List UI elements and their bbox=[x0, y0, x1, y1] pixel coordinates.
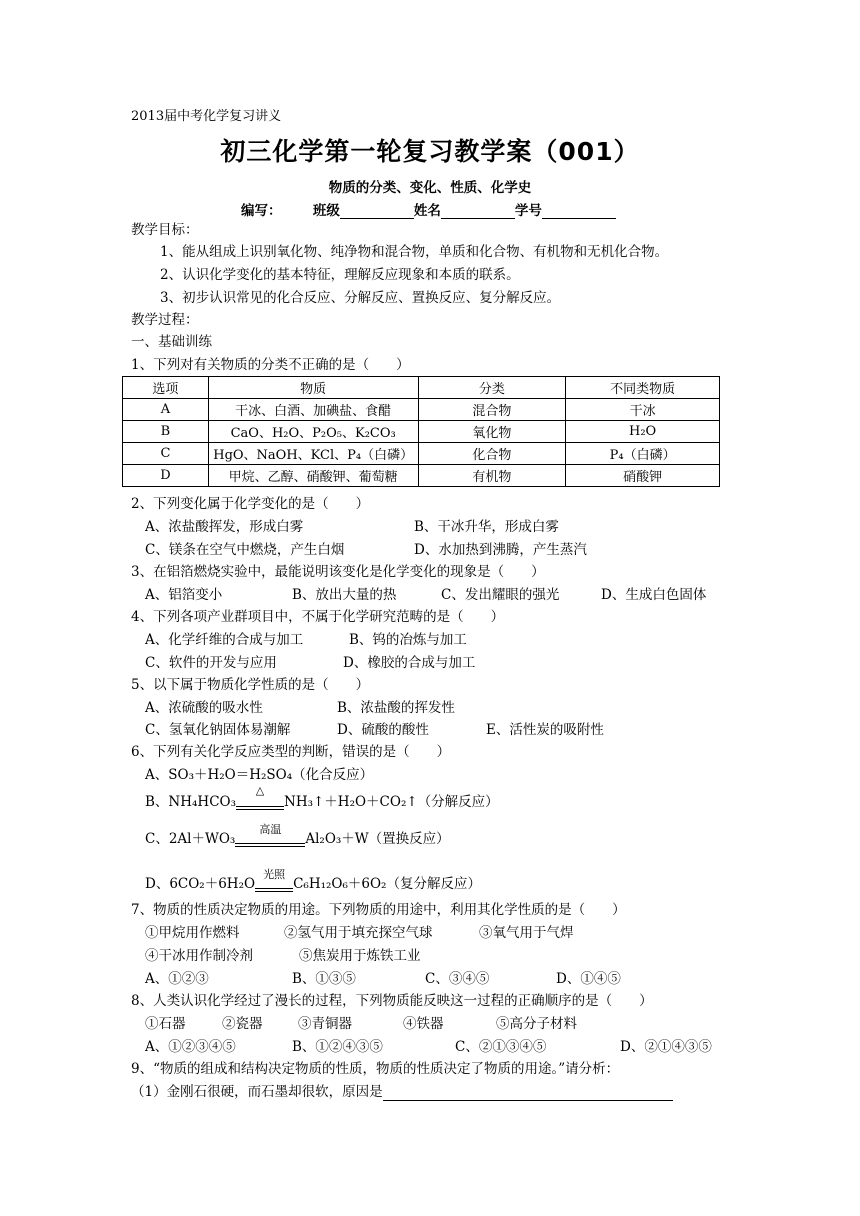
question-4-option-d: D、橡胶的合成与加工 bbox=[343, 655, 476, 671]
question-7-option-d: D、①④⑤ bbox=[556, 971, 621, 987]
equation-reactants: C、2Al＋WO₃ bbox=[145, 831, 236, 847]
classification-table bbox=[122, 376, 720, 487]
table-header-row bbox=[123, 377, 720, 399]
question-8-item-3: ③青铜器 bbox=[298, 1016, 352, 1032]
table-cell: 有机物 bbox=[418, 465, 566, 487]
question-9-stem: 9、“物质的组成和结构决定物质的性质，物质的性质决定了物质的用途。”请分析： bbox=[131, 1061, 620, 1077]
equation-reactants: B、NH₄HCO₃ bbox=[145, 794, 236, 810]
question-7-item-5: ⑤焦炭用于炼铁工业 bbox=[299, 948, 421, 964]
table-cell: D bbox=[123, 465, 209, 487]
question-6-option-b bbox=[145, 784, 499, 810]
question-7-item-3: ③氧气用于气焊 bbox=[479, 925, 574, 941]
table-cell: A bbox=[123, 399, 209, 421]
question-8-item-1: ①石器 bbox=[145, 1016, 186, 1032]
question-5-option-b: B、浓盐酸的挥发性 bbox=[337, 700, 455, 716]
table-row bbox=[123, 443, 720, 465]
table-row bbox=[123, 465, 720, 487]
goal-item-1: 1、能从组成上识别氧化物、纯净物和混合物，单质和化合物、有机物和无机化合物。 bbox=[160, 244, 669, 260]
question-2-option-b: B、干冰升华，形成白雾 bbox=[414, 519, 559, 535]
table-row bbox=[123, 399, 720, 421]
class-label: 班级 bbox=[312, 203, 340, 219]
table-cell: P₄（白磷） bbox=[566, 443, 720, 465]
equation-products: NH₃↑＋H₂O＋CO₂↑（分解反应） bbox=[284, 794, 499, 810]
question-3-option-c: C、发出耀眼的强光 bbox=[441, 587, 560, 603]
table-cell: H₂O bbox=[566, 421, 720, 443]
question-8-option-d: D、②①④③⑤ bbox=[620, 1039, 712, 1055]
table-cell: 甲烷、乙醇、硝酸钾、葡萄糖 bbox=[208, 465, 418, 487]
table-row bbox=[123, 421, 720, 443]
number-label: 学号 bbox=[514, 203, 542, 219]
question-2-option-a: A、浓盐酸挥发，形成白雾 bbox=[145, 519, 304, 535]
equation-reactants: D、6CO₂＋6H₂O bbox=[145, 876, 256, 892]
table-cell: 干冰 bbox=[566, 399, 720, 421]
reaction-condition bbox=[255, 868, 293, 892]
goals-heading: 教学目标： bbox=[131, 222, 199, 238]
question-7-option-b: B、①③⑤ bbox=[292, 971, 356, 987]
answer-blank[interactable] bbox=[383, 1086, 673, 1101]
question-7-item-4: ④干冰用作制冷剂 bbox=[145, 948, 253, 964]
column-header: 选项 bbox=[123, 377, 209, 399]
table-cell: 化合物 bbox=[418, 443, 566, 465]
equation-products: C₆H₁₂O₆＋6O₂（复分解反应） bbox=[293, 876, 481, 892]
student-info-line bbox=[241, 199, 616, 219]
question-8-option-a: A、①②③④⑤ bbox=[145, 1039, 236, 1055]
question-4-option-a: A、化学纤维的合成与加工 bbox=[145, 632, 304, 648]
question-6-option-c bbox=[145, 823, 450, 847]
number-blank[interactable] bbox=[542, 204, 616, 219]
table-cell: 氧化物 bbox=[418, 421, 566, 443]
reaction-condition bbox=[236, 784, 284, 810]
table-cell: 干冰、白酒、加碘盐、食醋 bbox=[208, 399, 418, 421]
header-note: 2013届中考化学复习讲义 bbox=[131, 109, 282, 124]
column-header: 分类 bbox=[418, 377, 566, 399]
question-7-stem: 7、物质的性质决定物质的用途。下列物质的用途中，利用其化学性质的是（ ） bbox=[131, 902, 626, 918]
section-heading: 一、基础训练 bbox=[131, 334, 212, 350]
table-cell: 硝酸钾 bbox=[566, 465, 720, 487]
question-3-option-a: A、铝箔变小 bbox=[145, 587, 223, 603]
table-cell: 混合物 bbox=[418, 399, 566, 421]
question-8-stem: 8、人类认识化学经过了漫长的过程，下列物质能反映这一过程的正确顺序的是（ ） bbox=[131, 993, 653, 1009]
question-3-option-b: B、放出大量的热 bbox=[292, 587, 397, 603]
equation-products: Al₂O₃＋W（置换反应） bbox=[305, 831, 450, 847]
goal-item-2: 2、认识化学变化的基本特征，理解反应现象和本质的联系。 bbox=[160, 267, 520, 283]
question-7-option-a: A、①②③ bbox=[145, 971, 209, 987]
question-7-item-1: ①甲烷用作燃料 bbox=[145, 925, 240, 941]
question-3-option-d: D、生成白色固体 bbox=[601, 587, 707, 603]
question-7-option-c: C、③④⑤ bbox=[425, 971, 490, 987]
equals-bar bbox=[255, 888, 293, 892]
reaction-condition bbox=[235, 823, 305, 847]
goal-item-3: 3、初步认识常见的化合反应、分解反应、置换反应、复分解反应。 bbox=[160, 290, 561, 306]
question-5-option-e: E、活性炭的吸附性 bbox=[486, 722, 604, 738]
question-6-stem: 6、下列有关化学反应类型的判断，错误的是（ ） bbox=[131, 744, 451, 760]
question-8-option-c: C、②①③④⑤ bbox=[455, 1039, 547, 1055]
question-2-option-c: C、镁条在空气中燃烧，产生白烟 bbox=[145, 542, 345, 558]
page-title: 初三化学第一轮复习教学案（001） bbox=[220, 137, 640, 166]
class-blank[interactable] bbox=[340, 204, 414, 219]
question-6-option-d bbox=[145, 868, 481, 892]
question-5-stem: 5、以下属于物质化学性质的是（ ） bbox=[131, 677, 370, 693]
process-heading: 教学过程： bbox=[131, 312, 199, 328]
table-cell: C bbox=[123, 443, 209, 465]
table-cell: HgO、NaOH、KCl、P₄（白磷） bbox=[208, 443, 418, 465]
question-9-sub-1 bbox=[131, 1084, 673, 1101]
table-cell: CaO、H₂O、P₂O₅、K₂CO₃ bbox=[208, 421, 418, 443]
question-8-item-5: ⑤高分子材料 bbox=[496, 1016, 577, 1032]
name-label: 姓名 bbox=[413, 203, 441, 219]
question-5-option-a: A、浓硫酸的吸水性 bbox=[145, 700, 263, 716]
question-3-stem: 3、在铝箔燃烧实验中，最能说明该变化是化学变化的现象是（ ） bbox=[131, 564, 545, 580]
column-header: 不同类物质 bbox=[566, 377, 720, 399]
editor-label: 编写： bbox=[241, 203, 282, 219]
question-7-item-2: ②氢气用于填充探空气球 bbox=[284, 925, 433, 941]
condition-label: △ bbox=[255, 784, 265, 797]
question-1-stem: 1、下列对有关物质的分类不正确的是（ ） bbox=[131, 357, 410, 373]
condition-label: 高温 bbox=[259, 823, 282, 836]
question-5-option-c: C、氢氧化钠固体易潮解 bbox=[145, 722, 291, 738]
table-cell: B bbox=[123, 421, 209, 443]
column-header: 物质 bbox=[208, 377, 418, 399]
question-4-stem: 4、下列各项产业群项目中，不属于化学研究范畴的是（ ） bbox=[131, 609, 505, 625]
question-6-option-a: A、SO₃＋H₂O＝H₂SO₄（化合反应） bbox=[145, 767, 374, 783]
sub-question-text: （1）金刚石很硬，而石墨却很软，原因是 bbox=[131, 1084, 383, 1100]
question-4-option-b: B、钨的冶炼与加工 bbox=[349, 632, 467, 648]
question-2-stem: 2、下列变化属于化学变化的是（ ） bbox=[131, 496, 370, 512]
question-8-item-4: ④铁器 bbox=[403, 1016, 444, 1032]
question-8-option-b: B、①②④③⑤ bbox=[292, 1039, 383, 1055]
question-8-item-2: ②瓷器 bbox=[222, 1016, 263, 1032]
condition-label: 光照 bbox=[263, 868, 286, 881]
question-4-option-c: C、软件的开发与应用 bbox=[145, 655, 277, 671]
page-subtitle: 物质的分类、变化、性质、化学史 bbox=[328, 180, 532, 196]
equals-bar bbox=[235, 843, 305, 847]
equals-bar bbox=[236, 806, 284, 810]
name-blank[interactable] bbox=[441, 204, 515, 219]
question-5-option-d: D、硫酸的酸性 bbox=[337, 722, 429, 738]
question-2-option-d: D、水加热到沸腾，产生蒸汽 bbox=[414, 542, 587, 558]
